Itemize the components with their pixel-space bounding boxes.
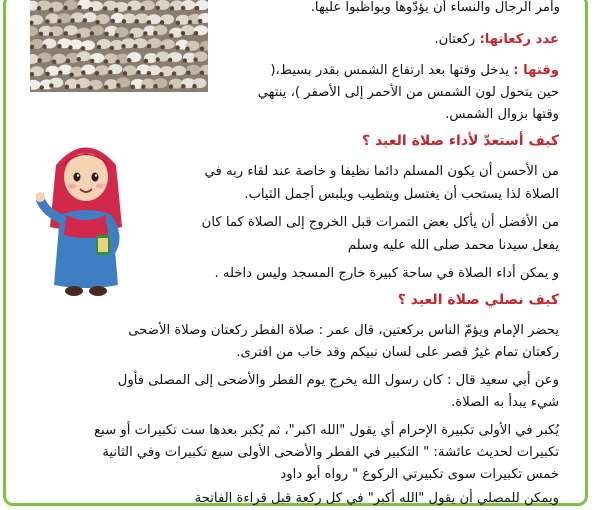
prepare-line: يفعل سيدنا محمد صلى الله عليه وسلم [347, 238, 559, 253]
time-line-1 [270, 60, 559, 82]
how-line: ويمكن للمصلي أن يقول "الله أكبر" في كل ركعة قبل قراءة الفاتحة [194, 491, 559, 506]
time-label: وقتها : [513, 63, 559, 78]
how-line: تكبيرات لحديث عائشة: " التكبير في الفطر والأضحى الأولى سبع تكبيرات وفي الثانية [102, 445, 559, 460]
rakaat-text: ركعتان. [434, 32, 480, 47]
how-heading: كيف نصلي صلاة العيد ؟ [397, 292, 559, 308]
rakaat-line [434, 29, 559, 51]
time-line-3: وقتها بزوال الشمس. [445, 107, 559, 122]
prepare-heading: كيف أستعدّ لأداء صلاة العيد ؟ [361, 133, 559, 149]
prepare-line: من الأحسن أن يكون المسلم دائما نظيفا و خاصة عند لقاء ربه في [204, 164, 559, 179]
prepare-line: و يمكن أداء الصلاة في ساحة كبيرة خارج المسجد وليس داخله . [214, 266, 559, 281]
time-text-1: يدخل وقتها بعد ارتفاع الشمس بقدر بسيط،( [270, 63, 514, 78]
time-line-2: حين يتحول لون الشمس من الأحمر إلى الأصفر )، ينتهي [257, 85, 559, 100]
worshippers-photo [30, 0, 208, 92]
prepare-line: من الأفضل أن يأكل بعض التمرات قبل الخروج إلى الصلاة كما كان [201, 215, 559, 230]
girl-illustration [36, 135, 136, 300]
prepare-line: الصلاة لذا يستحب أن يغتسل ويتطيب ويلبس أجمل الثياب. [244, 187, 559, 202]
rakaat-label: عدد ركعاتها: [479, 32, 559, 47]
intro-line: وأمر الرجال والنساء أن يؤدّوها ويواظبوا عليها. [310, 0, 560, 15]
how-line: شيء يبدأ به الصلاة. [451, 395, 559, 410]
how-line: ركعتان تمام غيرُ قصر على لسان نبيكم وقد خاب من افترى. [236, 345, 559, 360]
how-line: خمس تكبيرات سوى تكبيرتي الركوع " رواه أبو داود [280, 467, 559, 482]
how-line: يحضر الإمام ويؤمّ الناس بركعتين، قال عمر : صلاة الفطر ركعتان وصلاة الأضحى [128, 323, 559, 338]
how-line: يُكبر في الأولى تكبيرة الإحرام أي يقول "الله اكبر"، ثم يُكبر بعدها ست تكبيرات أو سبع [94, 423, 559, 438]
how-line: وعن أبي سعيد قال : كان رسول الله يخرج يوم الفطر والأضحى إلى المصلى فأول [117, 373, 559, 388]
